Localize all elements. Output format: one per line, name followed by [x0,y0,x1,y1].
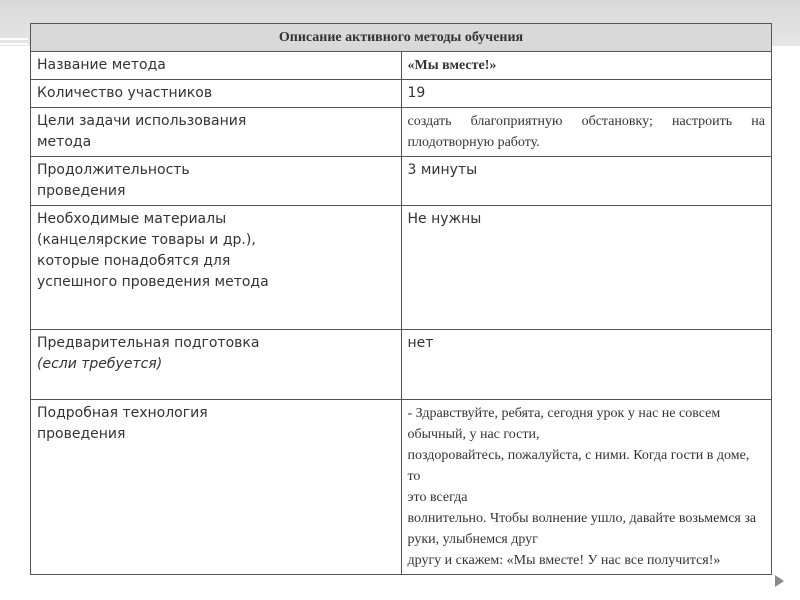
method-description-table [30,23,772,575]
row-label-method-name: Название метода [31,52,402,80]
row-value-goals: создать благоприятную обстановку; настроить на плодотворную работу. [401,108,772,157]
table-row [31,108,772,157]
next-arrow-icon [775,575,784,587]
row-label-technology-line1: Подробная технология [37,405,208,421]
row-label-technology [31,400,402,575]
row-value-participants: 19 [401,80,772,108]
table-row [31,157,772,206]
row-value-method-name: «Мы вместе!» [401,52,772,80]
row-label-preparation [31,330,402,400]
technology-line-5: волнительно. Чтобы волнение ушло, давайте возьмемся за [407,511,757,526]
row-label-goals-line1: Цели задачи использования [37,113,247,129]
row-label-materials-line4: успешного проведения метода [37,274,269,290]
row-label-duration [31,157,402,206]
table-row [31,80,772,108]
row-label-goals-line2: метода [37,134,92,150]
row-label-duration-line1: Продолжительность [37,162,190,178]
technology-line-2: обычный, у нас гости, [407,427,540,442]
table-title: Описание активного методы обучения [31,24,772,52]
technology-line-6: руки, улыбнемся друг [407,532,538,547]
row-label-preparation-line1: Предварительная подготовка [37,335,260,351]
row-label-technology-line2: проведения [37,426,126,442]
row-label-goals [31,108,402,157]
table-row [31,206,772,330]
table-row [31,400,772,575]
row-label-duration-line2: проведения [37,183,126,199]
row-value-technology [401,400,772,575]
technology-line-3: поздоровайтесь, пожалуйста, с ними. Когда гости в доме, то [407,448,750,484]
technology-line-7: другу и скажем: «Мы вместе! У нас все получится!» [407,553,721,568]
table-row [31,330,772,400]
technology-line-4: это всегда [407,490,468,505]
row-label-materials-line2: (канцелярские товары и др.), [37,232,256,248]
row-label-preparation-line2: (если требуется) [37,356,163,372]
row-value-duration: 3 минуты [401,157,772,206]
corner-stripes-decoration [0,38,28,58]
row-label-participants: Количество участников [31,80,402,108]
row-label-materials-line3: которые понадобятся для [37,253,231,269]
row-value-materials: Не нужны [401,206,772,330]
row-label-materials [31,206,402,330]
row-label-materials-line1: Необходимые материалы [37,211,227,227]
table-row [31,52,772,80]
row-value-preparation: нет [401,330,772,400]
table-header-row [31,24,772,52]
technology-line-1: - Здравствуйте, ребята, сегодня урок у нас не совсем [407,406,721,421]
